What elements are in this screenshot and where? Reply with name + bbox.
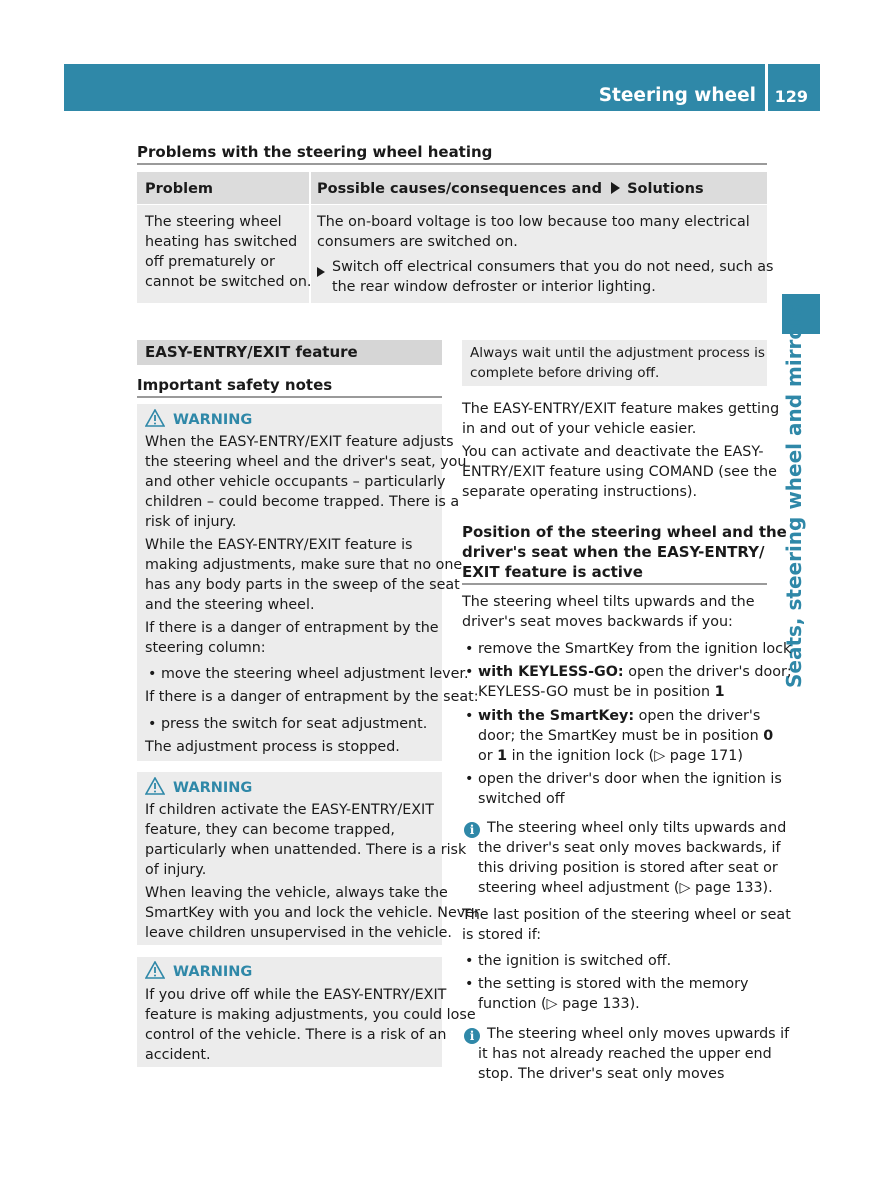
page-number: 129	[774, 87, 808, 106]
heading-rule	[137, 163, 767, 165]
problems-heading: Problems with the steering wheel heating	[137, 143, 493, 161]
list-item: • remove the SmartKey from the ignition lock	[465, 641, 792, 657]
info-note: The steering wheel only tilts upwards and the driver's seat only moves backwards, if this driving position is stored after seat or steering wheel adjustment (▷ page 133).	[478, 820, 787, 896]
list-item: • the ignition is switched off.	[465, 953, 672, 969]
info-icon: i	[464, 1026, 480, 1046]
page-header	[64, 64, 820, 111]
list-item-continuation: door; the SmartKey must be in position 0	[478, 728, 774, 744]
warning-text: If there is a danger of entrapment by the steering column:	[145, 620, 439, 656]
column-header-causes: Possible causes/consequences and Solutions	[317, 181, 704, 197]
page-title: Steering wheel	[598, 85, 756, 106]
subsection-heading: Position of the steering wheel and the driver's seat when the EASY-ENTRY/ EXIT feature is active	[462, 523, 787, 581]
info-note: The steering wheel only moves upwards if it has not already reached the upper end stop. The driver's seat only moves	[478, 1026, 790, 1082]
list-item-continuation: or 1 in the ignition lock (▷ page 171)	[478, 748, 743, 764]
note-text: Always wait until the adjustment process is complete before driving off.	[470, 345, 765, 381]
list-item: • press the switch for seat adjustment.	[148, 716, 428, 732]
safety-heading: Important safety notes	[137, 376, 333, 394]
solution-arrow-icon	[611, 182, 620, 194]
paragraph: The last position of the steering wheel or seat is stored if:	[462, 907, 791, 943]
warning-triangle-icon	[145, 961, 165, 979]
warning-text: The adjustment process is stopped.	[145, 739, 400, 755]
warning-text: While the EASY-ENTRY/EXIT feature is making adjustments, make sure that no one has any body parts in the sweep of the seat and the steering wheel.	[145, 537, 463, 613]
column-header-problem: Problem	[145, 181, 214, 197]
feature-title: EASY-ENTRY/EXIT feature	[145, 343, 358, 361]
paragraph: The steering wheel tilts upwards and the driver's seat moves backwards if you:	[462, 594, 755, 630]
warning-title: WARNING	[145, 409, 252, 430]
info-icon: i	[464, 820, 480, 840]
solution-cell: Switch off electrical consumers that you do not need, such as the rear window defroster or interior lighting.	[332, 259, 774, 295]
warning-text: If children activate the EASY-ENTRY/EXIT feature, they can become trapped, particularly when unattended. There is a risk of injury.	[145, 802, 467, 878]
warning-text: If you drive off while the EASY-ENTRY/EXIT feature is making adjustments, you could lose control of the vehicle. There is a risk of an accident.	[145, 987, 476, 1063]
warning-text: When leaving the vehicle, always take the SmartKey with you and lock the vehicle. Never leave children unsupervised in the vehicle.	[145, 885, 480, 941]
warning-text: When the EASY-ENTRY/EXIT feature adjusts the steering wheel and the driver's seat, you and other vehicle occupants – particularly children – could become trapped. There is a risk of injury.	[145, 434, 467, 530]
warning-triangle-icon	[145, 777, 165, 795]
chapter-tab-label: Seats, steering wheel and mirrors	[782, 304, 806, 688]
warning-triangle-icon	[145, 409, 165, 427]
safety-rule	[137, 396, 442, 398]
solution-step-arrow-icon	[317, 262, 325, 282]
list-item: • the setting is stored with the memory function (▷ page 133).	[465, 976, 749, 1012]
warning-text: If there is a danger of entrapment by the seat:	[145, 689, 479, 705]
list-item: • with KEYLESS-GO: open the driver's door;	[465, 664, 792, 680]
list-item-continuation: KEYLESS-GO must be in position 1	[478, 684, 725, 700]
warning-title: WARNING	[145, 777, 252, 798]
paragraph: The EASY-ENTRY/EXIT feature makes getting in and out of your vehicle easier.	[462, 401, 780, 437]
header-divider	[765, 64, 768, 111]
subsection-rule	[462, 583, 767, 585]
warning-title: WARNING	[145, 961, 252, 982]
paragraph: You can activate and deactivate the EASY- ENTRY/EXIT feature using COMAND (see the separate operating instructions).	[462, 444, 777, 500]
list-item: • move the steering wheel adjustment lever.	[148, 666, 469, 682]
cause-cell: The on-board voltage is too low because too many electrical consumers are switched on.	[317, 214, 750, 250]
problem-cell: The steering wheel heating has switched off prematurely or cannot be switched on.	[145, 214, 312, 290]
list-item: • open the driver's door when the ignition is switched off	[465, 771, 782, 807]
list-item: • with the SmartKey: open the driver's	[465, 708, 761, 724]
